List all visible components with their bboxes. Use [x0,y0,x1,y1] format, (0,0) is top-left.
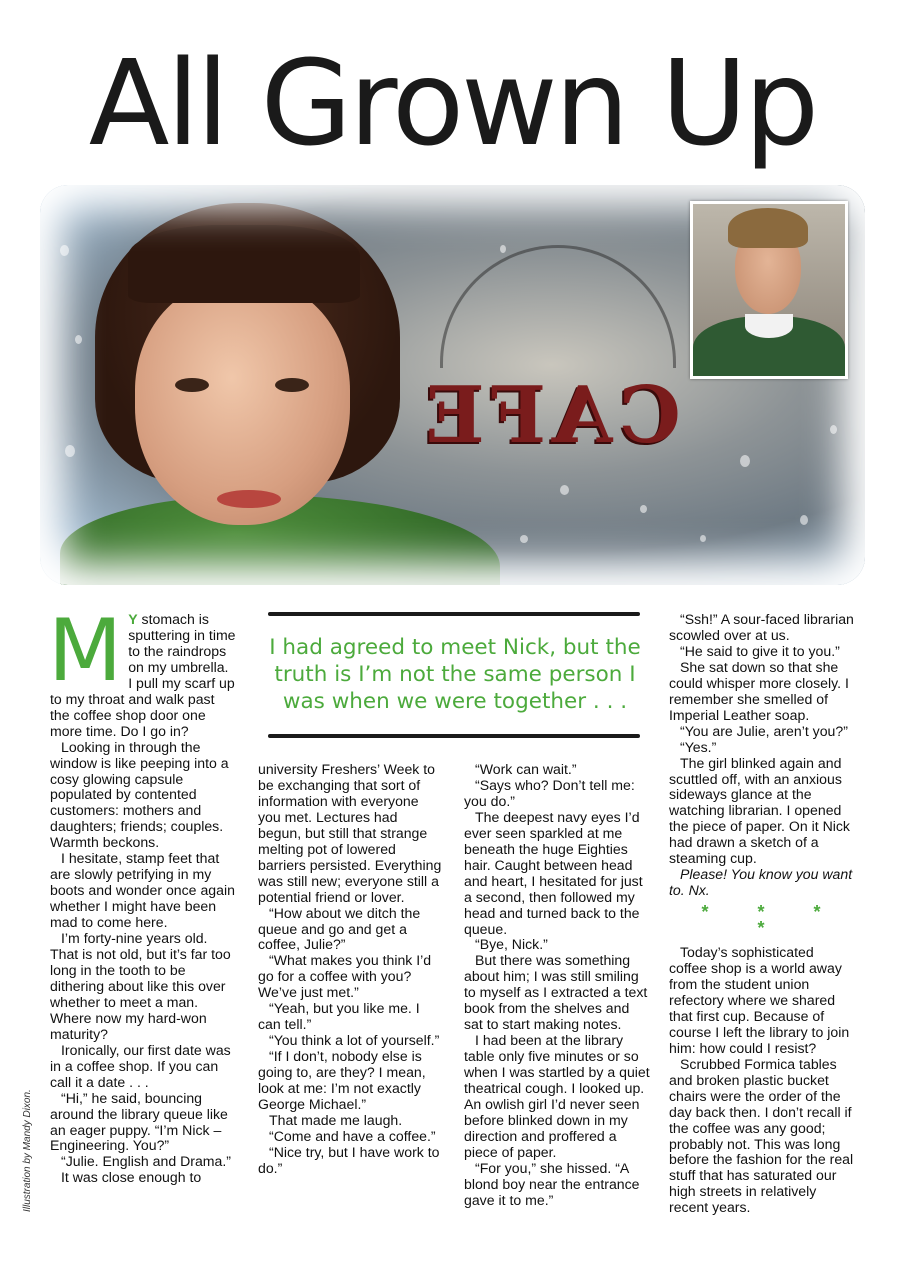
paragraph: That made me laugh. [269,1111,403,1128]
cafe-sign: CAFE [419,369,681,461]
text-column-2 [258,762,444,1177]
section-separator: * * * * [701,902,843,939]
paragraph: I’m forty-nine years old. That is not old, but it’s far too long in the tooth to be dithering about like this over whether to meet a man. Where now my hard-won maturity? [50,930,231,1042]
paragraph: “If I don’t, nobody else is going to, are they? I mean, look at me: I’m not exactly George Michael.” [258,1048,426,1113]
note-italic: Please! You know you want to. Nx. [669,866,853,899]
story-title: All Grown Up [88,34,817,172]
paragraph: I had been at the library table only five minutes or so when I was startled by a quiet theatrical cough. I looked up. An owlish girl I’d never seen before blinked down in my direction and proffered a piece of paper. [464,1032,650,1160]
paragraph: “For you,” she hissed. “A blond boy near the entrance gave it to me.” [464,1159,640,1208]
paragraph: university Freshers’ Week to be exchanging that sort of information with everyone you met. Lectures had begun, but still that strange melting pot of lowered barriers persisted. Everything was still new; everyone still a potential friend or lover. [258,761,442,905]
paragraph: Scrubbed Formica tables and broken plastic bucket chairs were the order of the day back then. I don’t recall if the coffee was any good; probably not. This was long before the fashion for the real stuff that has saturated our high streets in relatively recent years. [669,1055,854,1216]
paragraph: “What makes you think I’d go for a coffee with you? We’ve just met.” [258,952,432,1001]
pull-quote-rule-top [268,612,640,616]
paragraph: Looking in through the window is like peeping into a cosy glowing capsule populated by contented customers: mothers and daughters; friends; couples. Warmth beckons. [50,738,229,851]
paragraph: “How about we ditch the queue and go and get a coffee, Julie?” [258,904,421,953]
small-cap: Y [128,611,138,627]
drop-cap: M [48,601,123,701]
illustration-credit: Illustration by Mandy Dixon. [22,1089,33,1212]
note-text [669,867,855,899]
pull-quote [258,612,652,742]
paragraph: “Work can wait.” [475,761,577,777]
paragraph: “Says who? Don’t tell me: you do.” [464,776,635,809]
paragraph: It was close enough to [61,1169,202,1186]
paragraph: “Julie. English and Drama.” [61,1153,231,1170]
text-column-1 [48,601,236,1186]
pull-quote-text: I had agreed to meet Nick, but the truth is I’m not the same person I was when we were together . . . [269,635,641,714]
paragraph: The girl blinked again and scuttled off, with an anxious sideways glance at the watching librarian. I opened the piece of paper. On it Nick had drawn a sketch of a steaming cup. [669,754,850,867]
paragraph: The deepest navy eyes I’d ever seen sparkled at me beneath the huge Eighties hair. Caught between head and heart, I hesitated for just a second, then followed my head and turned back to the queue. [464,808,643,937]
paragraph: “Yes.” [680,738,717,755]
paragraph: Today’s sophisticated coffee shop is a world away from the student union refectory where we shared that first cup. Because of course I left the library to join him: how could I resist? [669,944,850,1056]
paragraph: Ironically, our first date was in a coffee shop. If you can call it a date . . . [50,1041,231,1090]
text-column-4 [669,612,855,1216]
man-collar [745,314,793,338]
paragraph: “Nice try, but I have work to do.” [258,1143,440,1176]
paragraph: But there was something about him; I was still smiling to myself as I extracted a text book from the shelves and sat to start making notes. [464,952,648,1033]
paragraph: “Hi,” he said, bouncing around the library queue like an eager puppy. “I’m Nick – Engineering. You?” [50,1089,228,1154]
paragraph: “You think a lot of yourself.” [269,1032,440,1049]
paragraph: “Ssh!” A sour-faced librarian scowled over at us. [669,611,854,643]
paragraph-text: stomach is sputtering in time to the raindrops on my umbrella. I pull my scarf up to my throat and walk past the coffee shop door one more time. Do I go in? [50,611,236,739]
paragraph: “Yeah, but you like me. I can tell.” [258,1000,420,1033]
paragraph: I hesitate, stamp feet that are slowly petrifying in my boots and wonder once again whether I might have been mad to come here. [50,850,235,931]
man-portrait-inset [690,201,848,379]
paragraph: “Come and have a coffee.” [269,1127,436,1144]
pull-quote-rule-bottom [268,734,640,738]
text-column-3 [464,762,650,1209]
paragraph: She sat down so that she could whisper more closely. I remember she smelled of Imperial Leather soap. [669,658,849,723]
paragraph: “He said to give it to you.” [680,642,840,659]
paragraph: “Bye, Nick.” [475,936,548,953]
man-hair [728,208,808,248]
paragraph: “You are Julie, aren’t you?” [680,722,848,739]
